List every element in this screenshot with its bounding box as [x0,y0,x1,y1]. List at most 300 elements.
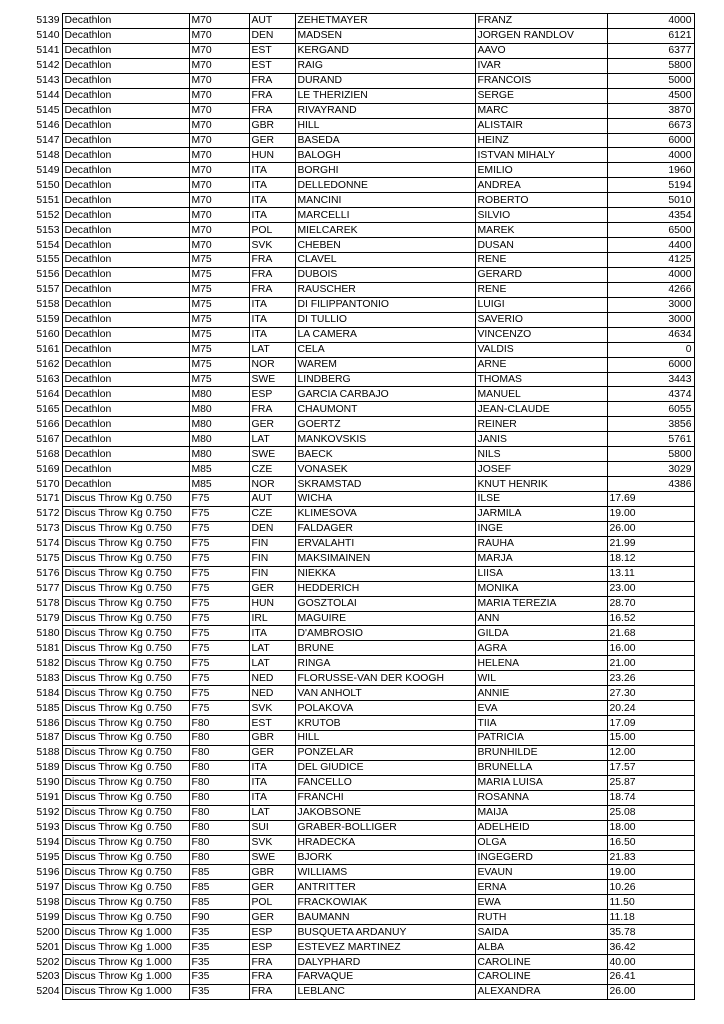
table-row [26,28,694,43]
country-cell: ITA [249,626,295,641]
surname-cell: DEL GIUDICE [295,760,475,775]
surname-cell: MANCINI [295,193,475,208]
result-cell: 6673 [607,118,694,133]
table-row [26,656,694,671]
row-number: 5183 [36,672,60,684]
surname-cell: MAGUIRE [295,611,475,626]
event-cell: Discus Throw Kg 0.750 [62,775,189,790]
event-cell: Discus Throw Kg 0.750 [62,790,189,805]
country-cell: FRA [249,282,295,297]
country-cell: SWE [249,447,295,462]
country-cell: SVK [249,835,295,850]
country-cell: SVK [249,238,295,253]
result-cell: 3443 [607,372,694,387]
row-number: 5181 [36,642,60,654]
row-number: 5175 [36,553,60,565]
surname-cell: LINDBERG [295,372,475,387]
surname-cell: RINGA [295,656,475,671]
row-number: 5196 [36,866,60,878]
table-row [26,387,694,402]
category-cell: F80 [189,790,249,805]
table-row [26,581,694,596]
surname-cell: DELLEDONNE [295,178,475,193]
country-cell: DEN [249,28,295,43]
country-cell: POL [249,223,295,238]
table-row [26,477,694,492]
row-number: 5153 [36,224,60,236]
event-cell: Decathlon [62,178,189,193]
table-row [26,43,694,58]
table-row [26,626,694,641]
table-row [26,731,694,746]
table-row [26,895,694,910]
row-number: 5142 [36,60,60,72]
firstname-cell: SERGE [475,88,607,103]
surname-cell: DURAND [295,73,475,88]
result-cell: 3870 [607,103,694,118]
firstname-cell: SAIDA [475,925,607,940]
country-cell: GER [249,133,295,148]
category-cell: F90 [189,910,249,925]
firstname-cell: ADELHEID [475,820,607,835]
firstname-cell: MONIKA [475,581,607,596]
result-cell: 17.09 [607,716,694,731]
result-cell: 21.00 [607,656,694,671]
surname-cell: MADSEN [295,28,475,43]
table-row [26,970,694,985]
result-cell: 4000 [607,267,694,282]
surname-cell: DI FILIPPANTONIO [295,297,475,312]
table-row [26,432,694,447]
table-row [26,297,694,312]
table-row [26,88,694,103]
result-cell: 5010 [607,193,694,208]
row-number: 5154 [36,239,60,251]
country-cell: NED [249,686,295,701]
event-cell: Decathlon [62,417,189,432]
country-cell: NED [249,671,295,686]
category-cell: M75 [189,253,249,268]
category-cell: F80 [189,835,249,850]
surname-cell: MAKSIMAINEN [295,551,475,566]
category-cell: M70 [189,103,249,118]
firstname-cell: ERNA [475,880,607,895]
result-cell: 21.99 [607,536,694,551]
firstname-cell: MARJA [475,551,607,566]
result-cell: 6377 [607,43,694,58]
category-cell: F75 [189,566,249,581]
firstname-cell: REINER [475,417,607,432]
category-cell: M80 [189,387,249,402]
result-cell: 16.00 [607,641,694,656]
surname-cell: BRUNE [295,641,475,656]
table-row [26,103,694,118]
table-row [26,984,694,999]
category-cell: F35 [189,955,249,970]
table-row [26,193,694,208]
event-cell: Discus Throw Kg 0.750 [62,641,189,656]
row-number: 5139 [36,15,60,27]
country-cell: ITA [249,775,295,790]
result-cell: 19.00 [607,865,694,880]
surname-cell: BALOGH [295,148,475,163]
firstname-cell: FRANZ [475,14,607,29]
row-number: 5150 [36,179,60,191]
row-number: 5152 [36,209,60,221]
row-number: 5179 [36,612,60,624]
surname-cell: ZEHETMAYER [295,14,475,29]
surname-cell: SKRAMSTAD [295,477,475,492]
firstname-cell: PATRICIA [475,731,607,746]
surname-cell: VAN ANHOLT [295,686,475,701]
category-cell: M80 [189,432,249,447]
surname-cell: HRADECKA [295,835,475,850]
row-number: 5188 [36,747,60,759]
row-number: 5192 [36,807,60,819]
result-cell: 17.69 [607,492,694,507]
table-row [26,850,694,865]
country-cell: DEN [249,521,295,536]
category-cell: F80 [189,805,249,820]
row-number: 5166 [36,418,60,430]
row-number: 5145 [36,105,60,117]
country-cell: GER [249,581,295,596]
event-cell: Discus Throw Kg 0.750 [62,566,189,581]
country-cell: SVK [249,701,295,716]
result-cell: 40.00 [607,955,694,970]
firstname-cell: CAROLINE [475,955,607,970]
row-number: 5176 [36,568,60,580]
category-cell: F80 [189,745,249,760]
result-cell: 0 [607,342,694,357]
firstname-cell: SILVIO [475,208,607,223]
event-cell: Decathlon [62,267,189,282]
category-cell: M70 [189,118,249,133]
firstname-cell: EVA [475,701,607,716]
result-cell: 3000 [607,297,694,312]
firstname-cell: FRANCOIS [475,73,607,88]
category-cell: M70 [189,14,249,29]
row-number: 5187 [36,732,60,744]
country-cell: ITA [249,760,295,775]
country-cell: EST [249,58,295,73]
event-cell: Discus Throw Kg 0.750 [62,745,189,760]
country-cell: SUI [249,820,295,835]
row-number: 5157 [36,284,60,296]
table-row [26,536,694,551]
row-number: 5194 [36,837,60,849]
category-cell: F85 [189,880,249,895]
firstname-cell: OLGA [475,835,607,850]
country-cell: ITA [249,327,295,342]
result-cell: 4125 [607,253,694,268]
table-row [26,880,694,895]
table-row [26,790,694,805]
event-cell: Decathlon [62,462,189,477]
row-number: 5147 [36,134,60,146]
table-row [26,163,694,178]
event-cell: Discus Throw Kg 0.750 [62,611,189,626]
surname-cell: KLIMESOVA [295,506,475,521]
firstname-cell: RUTH [475,910,607,925]
event-cell: Discus Throw Kg 1.000 [62,970,189,985]
surname-cell: GOERTZ [295,417,475,432]
result-cell: 4634 [607,327,694,342]
row-number: 5165 [36,403,60,415]
firstname-cell: ALISTAIR [475,118,607,133]
category-cell: M70 [189,238,249,253]
row-number: 5144 [36,90,60,102]
event-cell: Decathlon [62,103,189,118]
country-cell: LAT [249,432,295,447]
row-number: 5200 [36,926,60,938]
surname-cell: FRANCHI [295,790,475,805]
event-cell: Decathlon [62,357,189,372]
event-cell: Discus Throw Kg 0.750 [62,820,189,835]
result-cell: 4000 [607,148,694,163]
firstname-cell: ILSE [475,492,607,507]
category-cell: F75 [189,521,249,536]
table-row [26,760,694,775]
event-cell: Decathlon [62,297,189,312]
event-cell: Discus Throw Kg 0.750 [62,686,189,701]
event-cell: Discus Throw Kg 0.750 [62,805,189,820]
table-row [26,133,694,148]
row-number: 5151 [36,194,60,206]
surname-cell: POLAKOVA [295,701,475,716]
firstname-cell: RENE [475,253,607,268]
row-number: 5174 [36,538,60,550]
result-cell: 5800 [607,58,694,73]
firstname-cell: ANN [475,611,607,626]
category-cell: F35 [189,940,249,955]
event-cell: Decathlon [62,14,189,29]
country-cell: ITA [249,208,295,223]
result-cell: 26.00 [607,984,694,999]
firstname-cell: JANIS [475,432,607,447]
event-cell: Decathlon [62,238,189,253]
firstname-cell: MANUEL [475,387,607,402]
category-cell: F75 [189,671,249,686]
table-row [26,775,694,790]
country-cell: FRA [249,103,295,118]
category-cell: F35 [189,970,249,985]
table-row [26,865,694,880]
event-cell: Discus Throw Kg 0.750 [62,492,189,507]
result-cell: 6000 [607,133,694,148]
result-cell: 26.00 [607,521,694,536]
category-cell: M75 [189,327,249,342]
row-number: 5168 [36,448,60,460]
event-cell: Discus Throw Kg 1.000 [62,925,189,940]
category-cell: M85 [189,477,249,492]
firstname-cell: CAROLINE [475,970,607,985]
surname-cell: DALYPHARD [295,955,475,970]
surname-cell: ERVALAHTI [295,536,475,551]
country-cell: ITA [249,178,295,193]
category-cell: M75 [189,297,249,312]
table-row [26,462,694,477]
category-cell: M70 [189,163,249,178]
firstname-cell: VALDIS [475,342,607,357]
country-cell: FRA [249,984,295,999]
table-row [26,701,694,716]
surname-cell: HEDDERICH [295,581,475,596]
table-row [26,14,694,29]
country-cell: ITA [249,790,295,805]
event-cell: Discus Throw Kg 0.750 [62,835,189,850]
event-cell: Decathlon [62,282,189,297]
category-cell: F80 [189,716,249,731]
table-row [26,73,694,88]
row-number: 5143 [36,75,60,87]
row-number: 5203 [36,971,60,983]
category-cell: F75 [189,686,249,701]
country-cell: AUT [249,492,295,507]
row-number: 5141 [36,45,60,57]
category-cell: F75 [189,641,249,656]
surname-cell: RIVAYRAND [295,103,475,118]
result-cell: 4386 [607,477,694,492]
result-cell: 3856 [607,417,694,432]
surname-cell: RAUSCHER [295,282,475,297]
surname-cell: LEBLANC [295,984,475,999]
event-cell: Decathlon [62,28,189,43]
country-cell: SWE [249,850,295,865]
category-cell: M70 [189,178,249,193]
result-cell: 11.50 [607,895,694,910]
country-cell: FRA [249,253,295,268]
result-cell: 19.00 [607,506,694,521]
table-row [26,641,694,656]
table-row [26,402,694,417]
event-cell: Discus Throw Kg 0.750 [62,521,189,536]
country-cell: CZE [249,506,295,521]
result-cell: 4500 [607,88,694,103]
row-number: 5177 [36,583,60,595]
surname-cell: ANTRITTER [295,880,475,895]
row-number: 5148 [36,149,60,161]
country-cell: AUT [249,14,295,29]
event-cell: Decathlon [62,163,189,178]
surname-cell: KERGAND [295,43,475,58]
surname-cell: BAUMANN [295,910,475,925]
country-cell: ESP [249,940,295,955]
result-cell: 18.12 [607,551,694,566]
category-cell: M70 [189,148,249,163]
event-cell: Decathlon [62,253,189,268]
row-number: 5172 [36,508,60,520]
surname-cell: FARVAQUE [295,970,475,985]
category-cell: M70 [189,133,249,148]
row-number: 5149 [36,164,60,176]
category-cell: M80 [189,447,249,462]
category-cell: F80 [189,850,249,865]
country-cell: FRA [249,970,295,985]
surname-cell: BJORK [295,850,475,865]
event-cell: Decathlon [62,432,189,447]
surname-cell: BASEDA [295,133,475,148]
event-cell: Discus Throw Kg 0.750 [62,865,189,880]
row-number: 5189 [36,762,60,774]
category-cell: F75 [189,581,249,596]
surname-cell: GRABER-BOLLIGER [295,820,475,835]
event-cell: Discus Throw Kg 0.750 [62,551,189,566]
row-number: 5155 [36,254,60,266]
event-cell: Decathlon [62,477,189,492]
result-cell: 5194 [607,178,694,193]
table-row [26,506,694,521]
result-cell: 11.18 [607,910,694,925]
surname-cell: GARCIA CARBAJO [295,387,475,402]
surname-cell: CHAUMONT [295,402,475,417]
firstname-cell: HEINZ [475,133,607,148]
surname-cell: FRACKOWIAK [295,895,475,910]
result-cell: 6055 [607,402,694,417]
table-row [26,238,694,253]
result-cell: 13.11 [607,566,694,581]
result-cell: 5761 [607,432,694,447]
surname-cell: HILL [295,731,475,746]
event-cell: Decathlon [62,327,189,342]
country-cell: GBR [249,731,295,746]
result-cell: 18.00 [607,820,694,835]
table-row [26,820,694,835]
result-cell: 4374 [607,387,694,402]
firstname-cell: ANDREA [475,178,607,193]
table-row [26,492,694,507]
category-cell: F75 [189,656,249,671]
category-cell: M85 [189,462,249,477]
surname-cell: MIELCAREK [295,223,475,238]
firstname-cell: BRUNHILDE [475,745,607,760]
country-cell: LAT [249,641,295,656]
firstname-cell: ALEXANDRA [475,984,607,999]
result-cell: 10.26 [607,880,694,895]
event-cell: Decathlon [62,387,189,402]
firstname-cell: KNUT HENRIK [475,477,607,492]
surname-cell: PONZELAR [295,745,475,760]
country-cell: FRA [249,955,295,970]
row-number: 5146 [36,120,60,132]
table-row [26,253,694,268]
firstname-cell: JEAN-CLAUDE [475,402,607,417]
row-number: 5198 [36,896,60,908]
surname-cell: CHEBEN [295,238,475,253]
event-cell: Decathlon [62,208,189,223]
firstname-cell: ANNIE [475,686,607,701]
row-number: 5186 [36,717,60,729]
row-number: 5193 [36,822,60,834]
row-number: 5184 [36,687,60,699]
row-number: 5204 [36,986,60,998]
row-number: 5202 [36,956,60,968]
table-row [26,282,694,297]
country-cell: FRA [249,88,295,103]
table-row [26,611,694,626]
result-cell: 4266 [607,282,694,297]
table-row [26,267,694,282]
surname-cell: NIEKKA [295,566,475,581]
table-row [26,58,694,73]
country-cell: IRL [249,611,295,626]
event-cell: Discus Throw Kg 0.750 [62,880,189,895]
result-cell: 6121 [607,28,694,43]
row-number: 5163 [36,373,60,385]
table-row [26,327,694,342]
row-number: 5199 [36,911,60,923]
country-cell: FIN [249,551,295,566]
